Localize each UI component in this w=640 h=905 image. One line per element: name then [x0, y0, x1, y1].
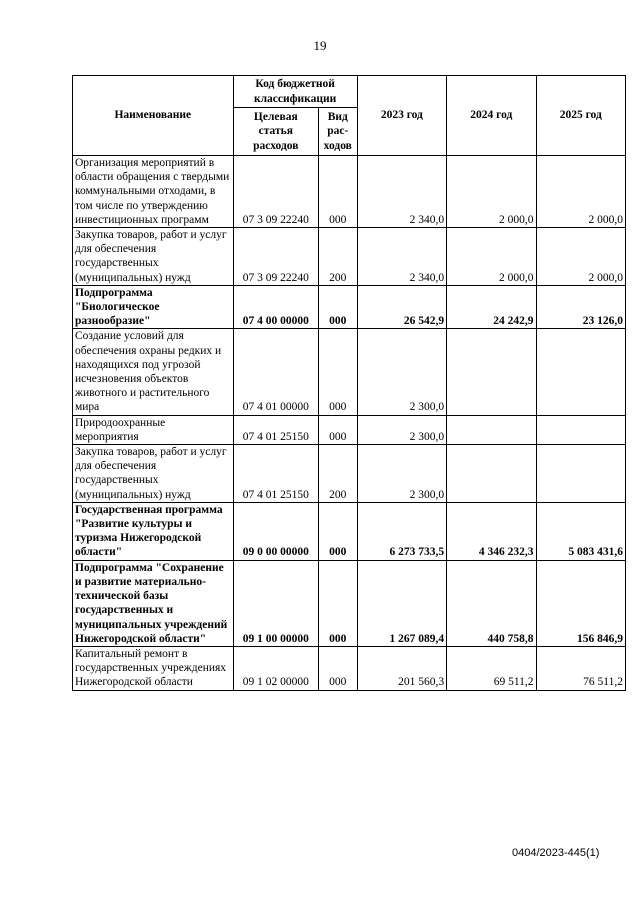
row-target-code: 07 4 01 00000 — [233, 329, 318, 415]
row-value-2024: 2 000,0 — [447, 156, 536, 228]
row-value-2023: 2 340,0 — [357, 228, 446, 286]
row-target-code: 09 1 00 00000 — [233, 560, 318, 646]
header-name: Наименование — [73, 76, 234, 156]
header-code-group: Код бюджетной классификации — [233, 76, 357, 108]
table-row — [73, 502, 626, 560]
row-kind-code: 000 — [318, 502, 357, 560]
row-value-2024: 4 346 232,3 — [447, 502, 536, 560]
row-name: Закупка товаров, работ и услуг для обеспечения государственных (муниципальных) нужд — [73, 445, 234, 503]
header-kind: Вид рас-ходов — [318, 108, 357, 156]
row-name: Подпрограмма "Биологическое разнообразие" — [73, 285, 234, 329]
row-value-2024: 2 000,0 — [447, 228, 536, 286]
table-row — [73, 646, 626, 690]
row-value-2025: 23 126,0 — [536, 285, 625, 329]
row-target-code: 07 4 00 00000 — [233, 285, 318, 329]
row-value-2023: 2 300,0 — [357, 445, 446, 503]
table-row — [73, 285, 626, 329]
document-code: 0404/2023-445(1) — [512, 847, 600, 859]
row-target-code: 09 0 00 00000 — [233, 502, 318, 560]
row-value-2025 — [536, 329, 625, 415]
row-value-2025: 156 846,9 — [536, 560, 625, 646]
row-target-code: 09 1 02 00000 — [233, 646, 318, 690]
row-kind-code: 000 — [318, 156, 357, 228]
row-value-2023: 2 340,0 — [357, 156, 446, 228]
table-row — [73, 560, 626, 646]
row-name: Организация мероприятий в области обращения с твердыми коммунальными отходами, в том числе по утверждению инвестиционных программ — [73, 156, 234, 228]
row-name: Государственная программа "Развитие культуры и туризма Нижегородской области" — [73, 502, 234, 560]
header-2025: 2025 год — [536, 76, 625, 156]
row-value-2025: 2 000,0 — [536, 228, 625, 286]
row-target-code: 07 3 09 22240 — [233, 228, 318, 286]
row-target-code: 07 4 01 25150 — [233, 415, 318, 444]
row-value-2025: 5 083 431,6 — [536, 502, 625, 560]
row-value-2025 — [536, 445, 625, 503]
row-target-code: 07 3 09 22240 — [233, 156, 318, 228]
row-value-2025 — [536, 415, 625, 444]
row-value-2025: 76 511,2 — [536, 646, 625, 690]
row-name: Капитальный ремонт в государственных учреждениях Нижегородской области — [73, 646, 234, 690]
row-value-2023: 201 560,3 — [357, 646, 446, 690]
table-row — [73, 228, 626, 286]
row-name: Закупка товаров, работ и услуг для обеспечения государственных (муниципальных) нужд — [73, 228, 234, 286]
row-kind-code: 000 — [318, 415, 357, 444]
row-value-2023: 6 273 733,5 — [357, 502, 446, 560]
row-value-2023: 2 300,0 — [357, 329, 446, 415]
row-value-2023: 1 267 089,4 — [357, 560, 446, 646]
row-name: Природоохранные мероприятия — [73, 415, 234, 444]
header-2024: 2024 год — [447, 76, 536, 156]
row-value-2024 — [447, 445, 536, 503]
row-kind-code: 000 — [318, 560, 357, 646]
row-target-code: 07 4 01 25150 — [233, 445, 318, 503]
row-value-2024 — [447, 329, 536, 415]
row-value-2023: 26 542,9 — [357, 285, 446, 329]
table-row — [73, 415, 626, 444]
row-value-2024: 440 758,8 — [447, 560, 536, 646]
header-2023: 2023 год — [357, 76, 446, 156]
row-kind-code: 200 — [318, 228, 357, 286]
row-value-2024: 69 511,2 — [447, 646, 536, 690]
budget-table — [72, 75, 626, 691]
row-name: Создание условий для обеспечения охраны редких и находящихся под угрозой исчезновения объектов животного и растительного мира — [73, 329, 234, 415]
header-target: Целевая статья расходов — [233, 108, 318, 156]
table-row — [73, 445, 626, 503]
table-row — [73, 156, 626, 228]
row-kind-code: 000 — [318, 646, 357, 690]
row-kind-code: 200 — [318, 445, 357, 503]
row-value-2025: 2 000,0 — [536, 156, 625, 228]
table-row — [73, 329, 626, 415]
row-value-2023: 2 300,0 — [357, 415, 446, 444]
row-kind-code: 000 — [318, 285, 357, 329]
page-number: 19 — [313, 38, 327, 53]
row-value-2024: 24 242,9 — [447, 285, 536, 329]
row-name: Подпрограмма "Сохранение и развитие материально-технической базы государственных и муниципальных учреждений Нижегородской области" — [73, 560, 234, 646]
row-value-2024 — [447, 415, 536, 444]
row-kind-code: 000 — [318, 329, 357, 415]
